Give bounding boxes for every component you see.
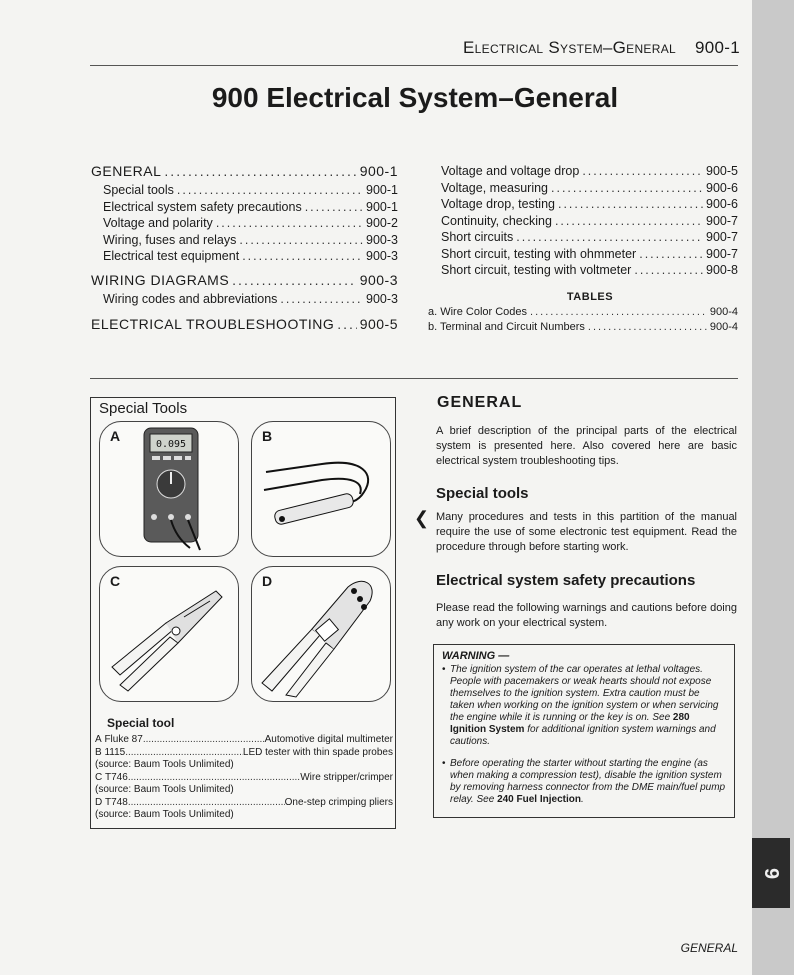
toc-page: 900-7 <box>706 246 738 261</box>
table-page: 900-4 <box>709 321 738 333</box>
page-footer: GENERAL <box>680 941 738 955</box>
tool-panel-c <box>99 566 239 702</box>
led-tester-icon <box>252 422 390 556</box>
toc-page: 900-1 <box>366 199 398 214</box>
running-title: Electrical System–General <box>463 38 676 57</box>
tool-letter: D <box>95 796 103 808</box>
tool-source: (source: Baum Tools Unlimited) <box>95 784 234 795</box>
toc-entry-test-equipment[interactable] <box>91 249 398 266</box>
table-entry[interactable] <box>428 306 738 321</box>
toc-entry-voltage-drop[interactable] <box>441 164 738 181</box>
multimeter-icon <box>100 422 238 556</box>
warning-text: . <box>580 794 584 805</box>
tool-letter: B <box>95 746 102 758</box>
toc-page: 900-5 <box>359 316 398 332</box>
warning-text: Before operating the starter without starting the engine (as when making a compression test), disable the ignition system by removing harness connector from the DME main/fuel pump relay. See <box>450 758 726 805</box>
tool-desc: Automotive digital multimeter <box>264 734 393 745</box>
tool-part: Fluke 87 <box>104 734 143 745</box>
page-title: 900 Electrical System–General <box>211 82 619 113</box>
warning-item-1 <box>442 664 726 748</box>
toc-label: Voltage and polarity <box>103 216 213 230</box>
tool-desc: One-step crimping pliers <box>284 796 393 808</box>
section-tab[interactable]: 9 <box>752 838 790 908</box>
toc-label: Short circuit, testing with ohmmeter <box>441 246 637 261</box>
warning-box <box>433 644 735 818</box>
toc-page: 900-3 <box>366 232 398 247</box>
meter-display: 0.095 <box>155 439 187 450</box>
toc-label: ELECTRICAL TROUBLESHOOTING <box>91 316 335 332</box>
toc-entry-troubleshooting[interactable] <box>91 316 398 336</box>
toc-label: WIRING DIAGRAMS <box>91 271 230 288</box>
bullet-icon: • <box>442 664 446 675</box>
tool-desc: Wire stripper/crimper <box>300 771 393 783</box>
tool-desc: LED tester with thin spade probes <box>242 746 393 758</box>
toc-label: Voltage, measuring <box>441 180 549 195</box>
toc-page: 900-5 <box>706 164 738 178</box>
tool-caption-b <box>95 747 393 760</box>
toc-page: 900-7 <box>706 230 738 244</box>
toc-entry-short-voltmeter[interactable] <box>441 263 738 280</box>
tool-source: (source: Baum Tools Unlimited) <box>95 759 234 770</box>
toc-entry-voltage-polarity[interactable] <box>91 216 398 233</box>
toc-page: 900-6 <box>706 197 738 211</box>
toc-page: 900-6 <box>706 180 738 195</box>
toc-label: Electrical system safety precautions <box>103 199 302 214</box>
tool-part: 1115 <box>104 746 126 758</box>
tool-part: T748 <box>105 796 128 808</box>
toc-page: 900-2 <box>366 216 398 230</box>
toc-page: 900-3 <box>366 249 398 263</box>
toc-entry-wiring-fuses[interactable] <box>91 233 398 250</box>
toc-entry-safety[interactable] <box>91 200 398 217</box>
tool-letter: A <box>95 734 102 745</box>
general-intro: A brief description of the principal parts of the electrical system is presented here. Also covered here are basic electrical system troubleshooting tips. <box>436 425 737 467</box>
tool-caption-d <box>95 797 393 810</box>
toc-page: 900-8 <box>706 263 738 277</box>
panel-letter: C <box>110 573 121 589</box>
tool-panel-a <box>99 421 239 557</box>
panel-letter: D <box>262 573 273 589</box>
special-tools-text: Many procedures and tests in this partition of the manual require the use of some electronic test equipment. Read the procedure through before starting work. <box>436 511 737 553</box>
tables-list <box>428 306 738 336</box>
toc-label: Voltage drop, testing <box>441 197 555 211</box>
arrow-left-icon: ❮ <box>414 508 430 528</box>
crimping-pliers-icon <box>252 567 390 701</box>
toc-label: Wiring, fuses and relays <box>103 232 237 247</box>
tool-source: (source: Baum Tools Unlimited) <box>95 809 234 820</box>
toc-label: GENERAL <box>91 163 162 179</box>
toc-entry-special-tools[interactable] <box>91 183 398 200</box>
tool-letter: C <box>95 771 103 783</box>
toc-entry-wiring-diagrams[interactable] <box>91 272 398 292</box>
table-label: b. Terminal and Circuit Numbers <box>428 321 585 333</box>
safety-heading: Electrical system safety precautions <box>436 572 696 589</box>
toc-label: Electrical test equipment <box>103 249 240 263</box>
tables-heading: TABLES <box>566 291 614 303</box>
tool-caption-list <box>95 734 393 822</box>
bullet-icon: • <box>442 758 446 769</box>
toc-entry-continuity[interactable] <box>441 214 738 231</box>
table-entry[interactable] <box>428 321 738 336</box>
toc-entry-wiring-codes[interactable] <box>91 292 398 309</box>
header-rule <box>90 65 738 66</box>
section-divider <box>90 378 738 379</box>
table-page: 900-4 <box>709 306 738 318</box>
toc-page: 900-3 <box>359 271 398 288</box>
toc-entry-general[interactable] <box>91 163 398 183</box>
running-header <box>380 38 740 58</box>
tool-panel-d <box>251 566 391 702</box>
general-heading: GENERAL <box>437 394 523 411</box>
toc-entry-voltage-measuring[interactable] <box>441 181 738 198</box>
toc-page: 900-1 <box>359 163 398 179</box>
warning-title: WARNING — <box>442 650 510 662</box>
toc-label: Wiring codes and abbreviations <box>103 291 278 306</box>
toc-right <box>441 164 738 280</box>
special-tools-heading: Special tools <box>436 485 529 502</box>
warning-item-2 <box>442 758 726 806</box>
toc-page: 900-3 <box>366 291 398 306</box>
warning-text: The ignition system of the car operates at lethal voltages. People with pacemakers or weak hearts should not expose themselves to the ignition system. Extra caution must be taken when working on the ignition system or when servicing the engine while it is running or the key is on. See <box>450 664 719 723</box>
panel-letter: A <box>110 428 121 444</box>
toc-entry-voltage-drop-testing[interactable] <box>441 197 738 214</box>
safety-text: Please read the following warnings and cautions before doing any work on your electrical system. <box>436 602 737 629</box>
special-tools-title: Special Tools <box>99 400 188 417</box>
page-number: 900-1 <box>695 38 740 57</box>
tool-caption-a <box>95 734 393 747</box>
warning-reference[interactable]: 280 Ignition System <box>450 712 690 735</box>
tool-caption-c <box>95 772 393 785</box>
table-label: a. Wire Color Codes <box>428 306 528 318</box>
toc-left <box>91 163 398 336</box>
toc-entry-short-circuits[interactable] <box>441 230 738 247</box>
toc-label: Short circuits <box>441 230 514 244</box>
wire-stripper-icon <box>100 567 238 701</box>
panel-letter: B <box>262 428 273 444</box>
tool-panel-b <box>251 421 391 557</box>
toc-entry-short-ohmmeter[interactable] <box>441 247 738 264</box>
warning-reference[interactable]: 240 Fuel Injection <box>497 794 581 805</box>
warning-text: for additional ignition system warnings and cautions. <box>450 724 716 747</box>
special-tool-caption-title: Special tool <box>107 716 175 730</box>
toc-label: Continuity, checking <box>441 213 552 228</box>
toc-page: 900-7 <box>706 213 738 228</box>
toc-label: Voltage and voltage drop <box>441 164 580 178</box>
margin-thumb-strip <box>752 0 794 975</box>
toc-label: Special tools <box>103 183 174 197</box>
tool-part: T746 <box>105 771 128 783</box>
toc-label: Short circuit, testing with voltmeter <box>441 263 632 277</box>
toc-page: 900-1 <box>366 183 398 197</box>
